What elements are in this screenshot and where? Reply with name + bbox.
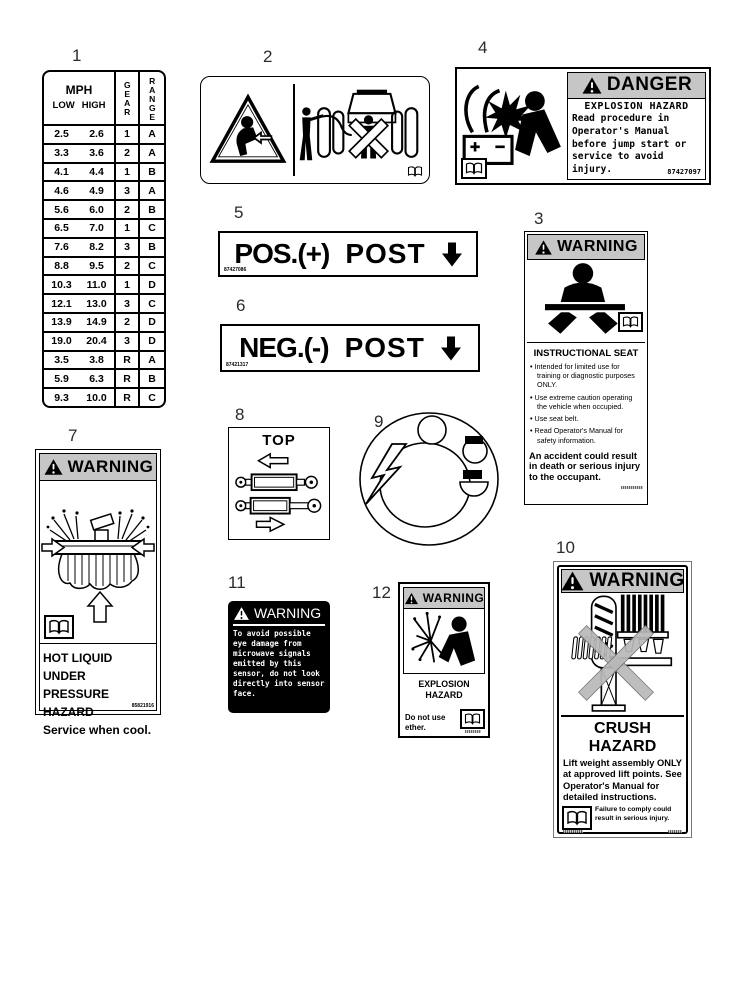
- crush-warning-triangle-icon: [206, 82, 290, 178]
- warning-triangle-icon: [560, 570, 585, 592]
- warning-header: [233, 605, 325, 626]
- hazard-line-1: HOT LIQUID UNDER: [43, 651, 113, 683]
- cell-high: 14.9: [86, 316, 107, 329]
- cell-low: 5.9: [54, 372, 69, 385]
- seat-footer-text: An accident could result in death or serious injury to the occupant.: [529, 450, 641, 483]
- cell-gear: R: [114, 352, 138, 369]
- pictogram-divider: [293, 84, 295, 176]
- table-row: [44, 199, 164, 218]
- table-row: [44, 256, 164, 275]
- cell-low: 4.1: [54, 165, 69, 178]
- table-row: [44, 124, 164, 143]
- cell-high: 4.4: [89, 165, 104, 178]
- cell-range: A: [138, 182, 164, 199]
- cell-range: D: [138, 276, 164, 293]
- cell-high: 3.8: [89, 353, 104, 366]
- cell-low: 19.0: [51, 335, 72, 348]
- item-number-1: 1: [72, 46, 82, 65]
- cell-high: 6.0: [89, 203, 104, 216]
- col-header-low: LOW: [52, 100, 75, 111]
- cell-low: 10.3: [51, 278, 72, 291]
- warning-signal-word: WARNING: [254, 605, 322, 621]
- item-number-7: 7: [68, 426, 78, 445]
- cell-low: 8.8: [54, 259, 69, 272]
- cell-gear: 2: [114, 314, 138, 331]
- cell-gear: 1: [114, 276, 138, 293]
- col-header-gear: GEAR: [122, 80, 133, 116]
- cell-gear: 2: [114, 258, 138, 275]
- item-number-12: 12: [372, 583, 391, 602]
- cell-gear: 3: [114, 295, 138, 312]
- cell-gear: 3: [114, 182, 138, 199]
- cell-high: 4.9: [89, 184, 104, 197]
- hazard-title: EXPLOSION HAZARD: [584, 100, 689, 112]
- operators-manual-icon: [562, 806, 592, 830]
- accessory-position-icon: [465, 436, 483, 444]
- decal-warning-no-ether: [398, 582, 490, 738]
- cell-high: 3.6: [89, 147, 104, 160]
- hazard-title: CRUSH HAZARD: [588, 720, 657, 755]
- table-body: [44, 124, 164, 406]
- cell-range: C: [138, 220, 164, 237]
- part-number: 87427086: [224, 267, 247, 273]
- cell-low: 12.1: [51, 297, 72, 310]
- cell-high: 9.5: [89, 259, 104, 272]
- part-number-microtext: [465, 730, 481, 733]
- cell-low: 6.5: [54, 222, 69, 235]
- table-row: [44, 331, 164, 350]
- cell-low: 7.6: [54, 241, 69, 254]
- cylinder-direction-pictogram: [233, 449, 325, 537]
- decal-warning-hot-liquid: [35, 449, 161, 737]
- table-row: [44, 350, 164, 369]
- cell-range: C: [138, 258, 164, 275]
- cell-gear: 2: [114, 201, 138, 218]
- warning-triangle-icon: [43, 458, 64, 476]
- cell-high: 10.0: [86, 391, 107, 404]
- seat-bullet: • Intended for limited use for training or diagnostic purposes ONLY.: [530, 362, 635, 390]
- battery-explosion-pictogram: [460, 72, 564, 180]
- table-row: [44, 368, 164, 387]
- cell-high: 7.0: [89, 222, 104, 235]
- cell-low: 13.9: [51, 316, 72, 329]
- decal-cylinder-top-orientation: [228, 427, 330, 540]
- warning-signal-word: WARNING: [557, 238, 638, 255]
- item-number-6: 6: [236, 296, 246, 315]
- cell-low: 5.6: [54, 203, 69, 216]
- cell-range: B: [138, 370, 164, 387]
- decal-ignition-switch-ring: [356, 406, 502, 548]
- lightning-bolt-icon: [366, 444, 406, 504]
- danger-header: [568, 73, 705, 99]
- warning-triangle-icon: [581, 76, 603, 95]
- decal-bystander-crush-pictogram: [200, 76, 430, 184]
- tractor-bystander-pictogram: [298, 82, 424, 178]
- operators-manual-icon: [406, 165, 424, 178]
- cell-high: 20.4: [86, 335, 107, 348]
- seat-title: INSTRUCTIONAL SEAT: [533, 348, 639, 359]
- table-row: [44, 274, 164, 293]
- cell-low: 2.5: [54, 128, 69, 141]
- hazard-body-text: Lift weight assembly ONLY at approved lift points. See Operator's Manual for detailed instructions.: [563, 758, 682, 802]
- table-row: [44, 162, 164, 181]
- operators-manual-icon: [618, 312, 643, 332]
- part-number: 87421317: [226, 362, 249, 368]
- col-header-mph: MPH: [65, 83, 93, 97]
- table-row: [44, 143, 164, 162]
- table-header: [44, 72, 164, 124]
- operators-manual-icon: [44, 615, 74, 639]
- cell-range: A: [138, 126, 164, 143]
- neg-label: NEG.(-): [239, 332, 329, 363]
- cell-high: 13.0: [86, 297, 107, 310]
- decal-positive-post: [218, 231, 478, 277]
- weight-assembly-crush-pictogram: [561, 593, 684, 717]
- warning-signal-word: WARNING: [422, 591, 485, 605]
- cell-high: 6.3: [89, 372, 104, 385]
- decal-warning-instructional-seat: [524, 231, 648, 505]
- warning-header: [40, 454, 156, 481]
- decal-warning-microwave-sensor: [228, 601, 330, 713]
- seat-bullet-list: [527, 362, 645, 448]
- cell-gear: 3: [114, 239, 138, 256]
- start-position-icon: [463, 470, 482, 479]
- warning-signal-word: WARNING: [67, 457, 154, 476]
- cell-range: C: [138, 295, 164, 312]
- cell-gear: 2: [114, 145, 138, 162]
- item-number-11: 11: [228, 573, 246, 592]
- seat-bullet: • Read Operator's Manual for safety information.: [530, 426, 623, 445]
- item-number-9: 9: [374, 412, 384, 431]
- hazard-title: EXPLOSION HAZARD: [418, 679, 470, 700]
- hazard-line-2: PRESSURE HAZARD: [43, 687, 110, 719]
- operators-manual-icon: [461, 158, 487, 179]
- down-arrow-icon: [442, 242, 462, 267]
- danger-signal-word: DANGER: [606, 74, 693, 96]
- table-row: [44, 180, 164, 199]
- cell-gear: 1: [114, 164, 138, 181]
- part-number-microtext: [563, 830, 583, 833]
- col-header-high: HIGH: [81, 100, 106, 111]
- decal-negative-post: [220, 324, 480, 372]
- part-number-microtext: [668, 830, 682, 833]
- hazard-body-text: Do not use ether.: [405, 712, 446, 732]
- part-number: 87427097: [667, 168, 701, 176]
- down-arrow-icon: [441, 336, 461, 361]
- warning-header: [527, 234, 645, 260]
- pos-label: POS.(+): [234, 238, 330, 269]
- cell-range: C: [138, 389, 164, 406]
- table-row: [44, 312, 164, 331]
- decal-speed-gear-range-table: [42, 70, 166, 404]
- cell-range: D: [138, 314, 164, 331]
- cell-range: A: [138, 145, 164, 162]
- table-row: [44, 387, 164, 406]
- part-number-microtext: [621, 486, 643, 489]
- cell-high: 8.2: [89, 241, 104, 254]
- warning-header: [403, 587, 485, 609]
- item-number-10: 10: [556, 538, 575, 557]
- item-number-8: 8: [235, 405, 245, 424]
- cell-gear: R: [114, 389, 138, 406]
- cell-gear: R: [114, 370, 138, 387]
- item-number-2: 2: [263, 47, 273, 66]
- table-row: [44, 293, 164, 312]
- cell-range: D: [138, 333, 164, 350]
- cell-range: B: [138, 164, 164, 181]
- cell-gear: 1: [114, 126, 138, 143]
- warning-triangle-icon: [404, 592, 419, 605]
- cell-gear: 1: [114, 220, 138, 237]
- item-number-3: 3: [534, 209, 544, 228]
- warning-header: [561, 569, 684, 593]
- item-number-4: 4: [478, 38, 488, 57]
- seat-bullet: • Use extreme caution operating the vehicle when occupied.: [530, 392, 633, 411]
- part-number: 85821916: [131, 703, 154, 709]
- sensor-warning-text: To avoid possible eye damage from microwave signals emitted by this sensor, do not look directly into sensor face.: [233, 629, 325, 699]
- item-number-5: 5: [234, 203, 244, 222]
- warning-signal-word: WARNING: [589, 570, 685, 591]
- col-header-range: RANGE: [147, 75, 158, 121]
- hazard-line-3: Service when cool.: [43, 723, 152, 737]
- cell-low: 3.3: [54, 147, 69, 160]
- warning-triangle-icon: [233, 606, 250, 621]
- warning-triangle-icon: [534, 239, 553, 256]
- failure-note-text: Failure to comply could result in serious injury.: [595, 806, 672, 822]
- radiator-pressure-pictogram: [40, 481, 156, 644]
- cell-high: 2.6: [89, 128, 104, 141]
- off-position-icon: [418, 416, 446, 444]
- explosion-pictogram: [403, 609, 485, 674]
- cell-low: 4.6: [54, 184, 69, 197]
- seated-person-pictogram: [527, 260, 645, 343]
- cell-low: 9.3: [54, 391, 69, 404]
- cell-range: A: [138, 352, 164, 369]
- cell-range: B: [138, 239, 164, 256]
- hazard-body-text: Read procedure in Operator's Manual before jump start or service to avoid injury.: [572, 112, 687, 176]
- decal-warning-crush-hazard: [553, 561, 692, 838]
- post-label: POST: [344, 332, 425, 363]
- cell-range: B: [138, 201, 164, 218]
- cell-low: 3.5: [54, 353, 69, 366]
- operators-manual-icon: [460, 709, 485, 729]
- post-label: POST: [345, 238, 426, 269]
- top-label: TOP: [262, 432, 296, 449]
- cell-high: 11.0: [86, 278, 107, 291]
- decal-danger-battery-explosion: [455, 67, 711, 185]
- cell-gear: 3: [114, 333, 138, 350]
- seat-bullet: • Use seat belt.: [530, 414, 579, 424]
- table-row: [44, 218, 164, 237]
- table-row: [44, 237, 164, 256]
